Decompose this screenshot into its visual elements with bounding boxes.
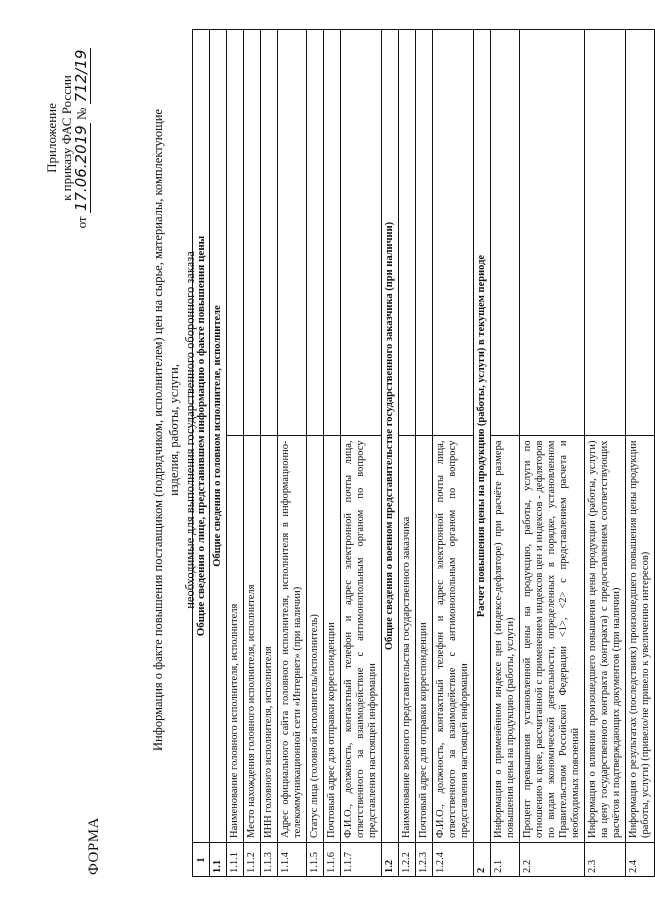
appendix-block: [44, 38, 89, 238]
row-value-cell: [520, 30, 585, 437]
row-description: Статус лица (головной исполнитель/исполнитель): [307, 436, 324, 843]
row-description: Процент превышения установленной цены на продукцию, работы, услуги по отношению к цене, рассчитанной с применением индексов цен и индексов - дефляторов по видам экономической деятельности, определенных в порядке, установленном Правительством Российской Федерации <1>, <2> с представлением расчета и необходимых пояснений: [520, 436, 585, 843]
section-row: [210, 30, 227, 877]
row-number: 1.2.3: [416, 843, 433, 877]
row-number: 1.2.4: [433, 843, 474, 877]
row-number: 1.1.6: [324, 843, 341, 877]
section-number: 1.2: [382, 843, 399, 877]
row-value-cell: [341, 30, 382, 437]
row-number: 2.1: [491, 843, 520, 877]
section-title: Общие сведения о военном представительстве государственного заказчика (при наличии): [382, 30, 399, 843]
table-row: [491, 30, 520, 877]
row-value-cell: [585, 30, 626, 437]
row-description: Ф.И.О., должность, контактный телефон и адрес электронной почты лица, ответственного за взаимодействие с антимонопольным органом по вопросу представления настоящей информации: [433, 436, 474, 843]
row-description: Наименование военного представительства государственного заказчика: [399, 436, 416, 843]
appendix-label: Приложение: [44, 103, 59, 173]
appendix-from-prefix: от: [74, 216, 89, 229]
section-row: [382, 30, 399, 877]
document-title-line: необходимые для выполнения государственного оборонного заказа: [183, 251, 197, 609]
appendix-order: к приказу ФАС России: [59, 75, 74, 201]
table-row: [278, 30, 307, 877]
appendix-date-line: [74, 38, 89, 238]
row-description: Информация о результатах (последствиях) произошедшего повышения цены продукции (работы, услуги) (привело/не привело к увеличению интересов): [626, 436, 655, 843]
appendix-number: 712/19: [72, 49, 90, 103]
row-description: Почтовый адрес для отправки корреспонденции: [416, 436, 433, 843]
row-value-cell: [491, 30, 520, 437]
row-number: 1.1.2: [244, 843, 261, 877]
table-row: [416, 30, 433, 877]
row-value-cell: [433, 30, 474, 437]
appendix-date: 17.06.2019: [72, 125, 90, 212]
document-title-line: Информация о факте повышения поставщиком (подрядчиком, исполнителем) цен на сырье, материалы, комплектующие изделия, работы, услуги,: [151, 109, 181, 751]
form-label: ФОРМА: [86, 817, 102, 875]
row-value-cell: [416, 30, 433, 437]
section-number: 2: [474, 843, 491, 877]
table-row: [307, 30, 324, 877]
row-description: Почтовый адрес для отправки корреспонденции: [324, 436, 341, 843]
document-title: [150, 105, 198, 755]
information-table: [192, 29, 655, 877]
table-header-row: [193, 30, 210, 877]
row-description: Информация о влиянии произошедшего повышения цены продукции (работы, услуги) на цену государственного контракта (контракта) с предоставлением соответствующих расчётов и подтверждающих документов (при наличии): [585, 436, 626, 843]
row-value-cell: [227, 30, 244, 437]
table-row: [341, 30, 382, 877]
table-row: [399, 30, 416, 877]
table-row: [520, 30, 585, 877]
appendix-number-prefix: №: [74, 107, 89, 121]
row-number: 2.3: [585, 843, 626, 877]
row-value-cell: [278, 30, 307, 437]
row-number: 1.1.5: [307, 843, 324, 877]
row-number: 1.1.1: [227, 843, 244, 877]
table-row: [324, 30, 341, 877]
row-description: Адрес официального сайта головного исполнителя, исполнителя в информационно-телекоммуникационной сети «Интернет» (при наличии): [278, 436, 307, 843]
header-number: 1: [193, 843, 210, 877]
section-title: Общие сведения о головном исполнителе, исполнителе: [210, 30, 227, 843]
row-number: 1.1.4: [278, 843, 307, 877]
table-row: [244, 30, 261, 877]
section-title: Расчет повышения цены на продукцию (работы, услуги) в текущем периоде: [474, 30, 491, 843]
row-number: 1.1.7: [341, 843, 382, 877]
row-value-cell: [399, 30, 416, 437]
table-row: [261, 30, 278, 877]
section-number: 1.1: [210, 843, 227, 877]
row-description: Информация о применённом индексе цен (индексе-дефляторе) при расчёте размера повышения цены на продукцию (работы, услуги): [491, 436, 520, 843]
row-number: 2.4: [626, 843, 655, 877]
row-number: 2.2: [520, 843, 585, 877]
row-value-cell: [626, 30, 655, 437]
row-description: Ф.И.О., должность, контактный телефон и адрес электронной почты лица, ответственного за взаимодействие с антимонопольным органом по вопросу представления настоящей информации: [341, 436, 382, 843]
row-value-cell: [261, 30, 278, 437]
row-description: Место нахождения головного исполнителя, исполнителя: [244, 436, 261, 843]
table-row: [626, 30, 655, 877]
row-value-cell: [307, 30, 324, 437]
row-number: 1.1.3: [261, 843, 278, 877]
row-description: ИНН головного исполнителя, исполнителя: [261, 436, 278, 843]
table-row: [585, 30, 626, 877]
row-value-cell: [324, 30, 341, 437]
row-number: 1.2.2: [399, 843, 416, 877]
table-row: [227, 30, 244, 877]
row-description: Наименование головного исполнителя, исполнителя: [227, 436, 244, 843]
header-text: Общие сведения о лице, представившем информацию о факте повышения цены: [193, 30, 210, 843]
section-row: [474, 30, 491, 877]
row-value-cell: [244, 30, 261, 437]
table-row: [433, 30, 474, 877]
